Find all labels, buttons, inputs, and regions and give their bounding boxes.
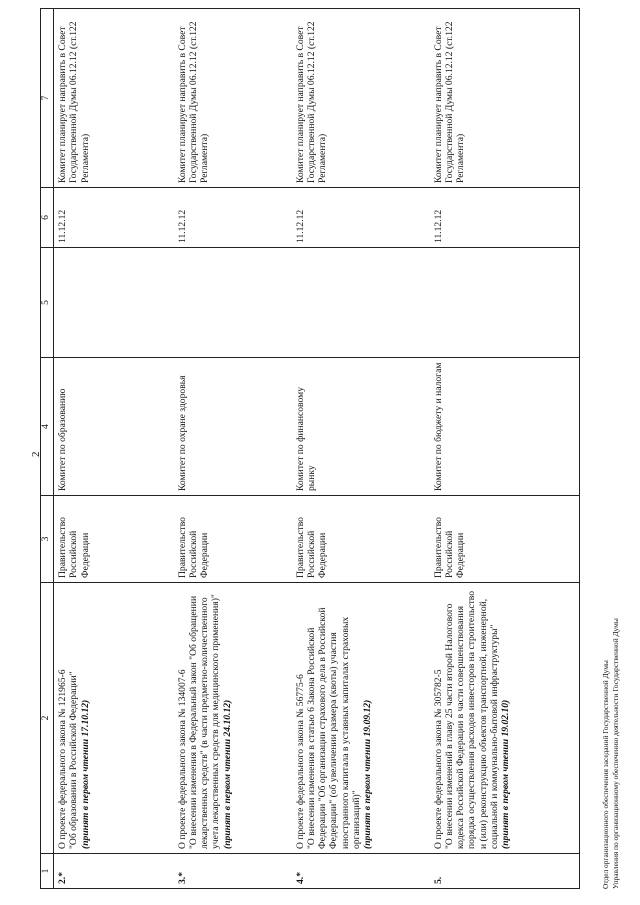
initiator-cell: Правительство Российской Федерации bbox=[292, 496, 430, 583]
first-reading-note: (принят в первом чтении 24.10.12) bbox=[221, 699, 233, 849]
row-number: 3.* bbox=[176, 872, 188, 884]
table-row bbox=[174, 9, 292, 889]
date-cell: 11.12.12 bbox=[430, 188, 580, 248]
column-header: 4 bbox=[41, 358, 54, 496]
column-header: 5 bbox=[41, 248, 54, 358]
table-row bbox=[54, 9, 174, 889]
committee-cell: Комитет по бюджету и налогам bbox=[430, 358, 580, 496]
date-cell: 11.12.12 bbox=[292, 188, 430, 248]
initiator-cell: Правительство Российской Федерации bbox=[174, 496, 292, 583]
first-reading-note: (принят в первом чтении 17.10.12) bbox=[79, 699, 91, 849]
table-header-row bbox=[41, 9, 54, 889]
plan-cell: Комитет планирует направить в Совет Государственной Думы 06.12.12 (ст.122 Регламента) bbox=[174, 9, 292, 188]
column-header: 2 bbox=[41, 583, 54, 854]
row-number: 4.* bbox=[294, 872, 306, 884]
bill-number: О проекте федерального закона № 121965-6 bbox=[57, 669, 68, 849]
page-number: 2 bbox=[30, 451, 42, 457]
plan-cell: Комитет планирует направить в Совет Государственной Думы 06.12.12 (ст.122 Регламента) bbox=[54, 9, 174, 188]
table-row bbox=[430, 9, 580, 889]
committee-cell: Комитет по охране здоровья bbox=[174, 358, 292, 496]
bill-title: "Об образовании в Российской Федерации" bbox=[68, 671, 80, 849]
initiator-cell: Правительство Российской Федерации bbox=[54, 496, 174, 583]
column-header: 3 bbox=[41, 496, 54, 583]
initiator-cell: Правительство Российской Федерации bbox=[430, 496, 580, 583]
bill-title: "О внесении изменений в главу 25 части второй Налогового кодекса Российской Федерации в части совершенствования порядка осуществления расходов инвесторов на строительство и (или) реконструкцию объектов транспортной, инженерной, социальной и коммунально-бытовой инфраструктуры" bbox=[443, 590, 501, 849]
first-reading-note: (принят в первом чтении 19.02.10) bbox=[500, 699, 512, 849]
committee-cell: Комитет по финансовому рынку bbox=[292, 358, 430, 496]
bill-number: О проекте федерального закона № 56775-6 bbox=[294, 674, 306, 849]
table-row bbox=[292, 9, 430, 889]
plan-cell: Комитет планирует направить в Совет Государственной Думы 06.12.12 (ст.122 Регламента) bbox=[292, 9, 430, 188]
bill-title: "О внесении изменения в статью 6 Закона Российской Федерации "Об организации страхового дела в Российской Федерации" (об увеличении размера (квоты) участия иностранного капитала в уставных капиталах страховых организаций)" bbox=[305, 607, 363, 849]
first-reading-note: (принят в первом чтении 19.09.12) bbox=[362, 699, 374, 849]
empty-cell bbox=[430, 248, 580, 358]
row-number: 5. bbox=[432, 876, 444, 884]
footer bbox=[601, 618, 620, 889]
agenda-table bbox=[40, 8, 580, 889]
footer-line: Отдел организационного обеспечения заседаний Государственной Думы bbox=[601, 660, 610, 889]
footer-line: Управления по организационному обеспечению деятельности Государственной Думы bbox=[610, 618, 620, 889]
bill-title: "О внесении изменения в Федеральный закон "Об обращении лекарственных средств" (в части предметно-количественного учета лекарственных средств для медицинского применения)" bbox=[187, 594, 222, 849]
column-header: 1 bbox=[41, 854, 54, 889]
date-cell: 11.12.12 bbox=[174, 188, 292, 248]
bill-number: О проекте федерального закона № 305782-5 bbox=[432, 669, 444, 849]
column-header: 7 bbox=[41, 9, 54, 188]
bill-number: О проекте федерального закона № 134007-6 bbox=[176, 669, 188, 849]
committee-cell: Комитет по образованию bbox=[54, 358, 174, 496]
row-number: 2.* bbox=[57, 872, 68, 884]
empty-cell bbox=[174, 248, 292, 358]
plan-cell: Комитет планирует направить в Совет Государственной Думы 06.12.12 (ст.122 Регламента) bbox=[430, 9, 580, 188]
empty-cell bbox=[54, 248, 174, 358]
date-cell: 11.12.12 bbox=[54, 188, 174, 248]
empty-cell bbox=[292, 248, 430, 358]
column-header: 6 bbox=[41, 188, 54, 248]
